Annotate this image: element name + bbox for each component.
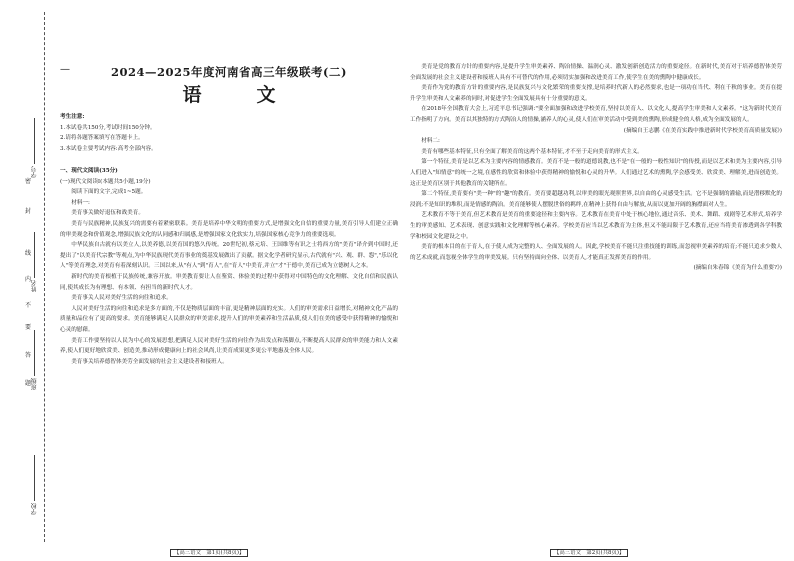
- seal-char: 要: [25, 324, 32, 331]
- notice-item: 1.本试卷共150分,考试时间150分钟。: [60, 124, 156, 131]
- paragraph: (摘编自王志鹏《在美育实践中推进新时代学校美育高质量发展》): [623, 127, 782, 134]
- paragraph: 美育有哪些基本特征,只有全面了解美育的这两个基本特征,才不至于走向美育的形式主义。: [421, 148, 643, 155]
- subject-title: 语 文: [182, 84, 294, 106]
- notice-title: 考生注意:: [60, 114, 85, 120]
- seal-char: 线: [25, 250, 32, 257]
- paragraph: 在2018年全国教育大会上,习近平总书记强调:"要全面加强和改进学校美育,坚持以美育人、以文化人,提高学生审美和人文素养。"这为新时代美育工作指明了方向。美育以其独特的方式陶冶人的情操,涵养人的心灵,使人们在审美活动中受到美的熏陶,形成健全的人格,成为全面发展的人。: [410, 106, 782, 123]
- page-1-column: [60, 0, 398, 561]
- paragraph: 阅读下面的文字,完成1~5题。: [71, 189, 147, 196]
- paragraph: 美育是党的教育方针的重要内容,是提升学生审美素养、陶冶情操、温润心灵、激发创新创造活力的重要途径。在新时代,美育对于培养德智体美劳全面发展的社会主义建设者和接班人具有不可替代的作用,必须切实加强和改进美育工作,使学生在美的熏陶中健康成长。: [410, 64, 782, 81]
- page-2-column: [410, 0, 782, 561]
- paragraph: 美育工作要坚持以人民为中心的发展思想,把满足人民对美好生活的向往作为出发点和落脚点,不断提高人民群众的审美能力和人文素养,使人们更好地欣赏美、创造美,推动形成健康向上的社会风尚,让美育成果更多更公平地惠及全体人民。: [60, 337, 398, 355]
- paragraph: 美育事关做好退伍和战美育。: [71, 210, 144, 217]
- paragraph: 美育事关人民对美好生活的向往和追求。: [71, 295, 172, 302]
- seal-char: 封: [25, 208, 32, 215]
- page-1-footer-label: 【高三语文 第1页(共8页)】: [170, 549, 248, 557]
- paragraph: 第二个特征,美育要有"美一种"的"趣"的教育。美育要超越功利,以审美的眼光观照世界,以自由的心灵感受生活。它不是强制的灌输,而是潜移默化的浸润;不是知识的堆积,而是情感的陶冶。美育能够使人摆脱世俗的羁绊,在精神上获得自由与解放,从而以更加开阔的胸襟面对人生。: [410, 191, 782, 208]
- paragraph: 材料一:: [71, 199, 90, 206]
- seal-char: 答: [25, 352, 32, 359]
- student-id-label: 学号: [31, 166, 38, 178]
- page-1-footer: [170, 548, 248, 556]
- school-field: [30, 455, 39, 515]
- paragraph: 美育作为党的教育方针的重要内容,是民族复兴与文化繁荣的重要支撑,是培养时代新人的必然要求,也是一项功在当代、利在千秋的事业。美育在提升学生审美和人文素养的同时,对促进学生全面发展具有十分重要的意义。: [410, 85, 782, 102]
- paragraph: 人民对美好生活的向往和追求是多方面的,不仅是物质层面的丰富,更是精神层面的充实。人们的审美需求日益增长,对精神文化产品的质量和品位有了更高的要求。美育能够满足人民群众的审美需求,提升人们的审美素养和生活品质,使人们在美的感受中获得精神的愉悦和心灵的慰藉。: [60, 305, 398, 333]
- notice-item: 3.本试卷主要考试内容:高考全部内容。: [60, 145, 157, 152]
- paragraph: 材料二:: [421, 138, 440, 145]
- page-1-body: [60, 166, 398, 367]
- notice-item: 2.请将各题答案填写在答题卡上。: [60, 135, 144, 142]
- exam-title: 2024—2025年度河南省高三年级联考(二): [111, 65, 347, 79]
- seal-char: 不: [25, 302, 32, 309]
- page-2-footer: [550, 548, 628, 556]
- binding-strip: [0, 0, 52, 561]
- seal-char: 题: [25, 380, 32, 387]
- page-2-footer-label: 【高三语文 第2页(共8页)】: [550, 549, 628, 557]
- paragraph: 美育与民族精神,民族复兴的需要有着紧密联系。美育是培养中华文明的重要方式,是增强文化自信的重要力量,美育引导人们建立正确的审美观念和价值观念,增强民族文化的认同感和归属感,是增强国家文化软实力,培强国家核心竞争力的重要选项。: [60, 220, 398, 238]
- paragraph: (一)现代文阅读Ⅰ(本题共5小题,19分): [60, 178, 151, 185]
- paragraph: 中华民族自古就有以美立人,以美养德,以美育国的悠久传统。20世纪初,蔡元培、王国维等有识之士将西方的"美育"译介到中国时,还提出了"以美育代宗教"等观点,为中华民族现代美育事业的奠基发展做出了贡献。据文化学者研究显示,古代就有"兴、观、群、怨","乐以化人"等美育理念,对美育有着深刻认识。三国以来,从"有人"到"育人",在"育人"中美育,并立"才"于德中,美育已成为立德树人之本。: [60, 242, 398, 270]
- seal-char: 密: [25, 178, 32, 185]
- paragraph: 第一个特征,美育是以艺术为主要内容的情感教育。美育不是一般的道德说教,也不是"在一般的一般性知识"的传授,而是以艺术和美为主要内容,引导人们进入"知情意"的统一之境,在感性的欣赏和体验中获得精神的愉悦和心灵的升华。人们通过艺术的熏陶,学会感受美、欣赏美、理解美,进而创造美。这正是美育区别于其他教育的关键所在。: [410, 159, 782, 187]
- page-2-body: [410, 62, 782, 274]
- paragraph: 美育的根本目的在于育人,在于使人成为完整的人、全面发展的人。因此,学校美育不能只注重技能的训练,而忽视审美素养的培育;不能只追求少数人的艺术成就,而忽视全体学生的审美发展。只有坚持面向全体、以美育人,才能真正发挥美育的作用。: [410, 244, 782, 261]
- school-label: 学校: [31, 503, 38, 515]
- class-field: [30, 330, 39, 390]
- seal-line: [44, 12, 45, 542]
- notice-block: [60, 112, 398, 154]
- paragraph: 美育事关培养德智体美劳全面发展的社会主义建设者和接班人。: [71, 358, 228, 365]
- paragraph: (摘编自朱春锦《美育为什么重要?》): [693, 265, 782, 272]
- class-label: 班级: [31, 378, 38, 390]
- paragraph: 新时代的美育根植于民族传统,兼容开放。审美教育要让人在鉴赏、体验美的过程中获得对中国特色的文化理解、文化自信和民族认同,使其成长为有理想、有本领、有担当的新时代人才。: [60, 273, 398, 291]
- student-id-field: [30, 118, 39, 178]
- name-field: [30, 232, 39, 292]
- paragraph: 艺术教育不等于美育,但艺术教育是美育的重要途径和主要内容。艺术教育在美育中处于核心地位,通过音乐、美术、舞蹈、戏剧等艺术形式,培养学生的审美感知、艺术表现、创意实践和文化理解等核心素养。学校美育应当以艺术教育为主体,但又不能局限于艺术教育,还应当将美育渗透到各学科教学和校园文化建设之中。: [410, 212, 782, 240]
- name-label: 姓名: [31, 280, 38, 292]
- paragraph: 一、现代文阅读(35分): [60, 168, 118, 174]
- seal-char: 内: [25, 276, 32, 283]
- title-dash: —: [60, 64, 70, 75]
